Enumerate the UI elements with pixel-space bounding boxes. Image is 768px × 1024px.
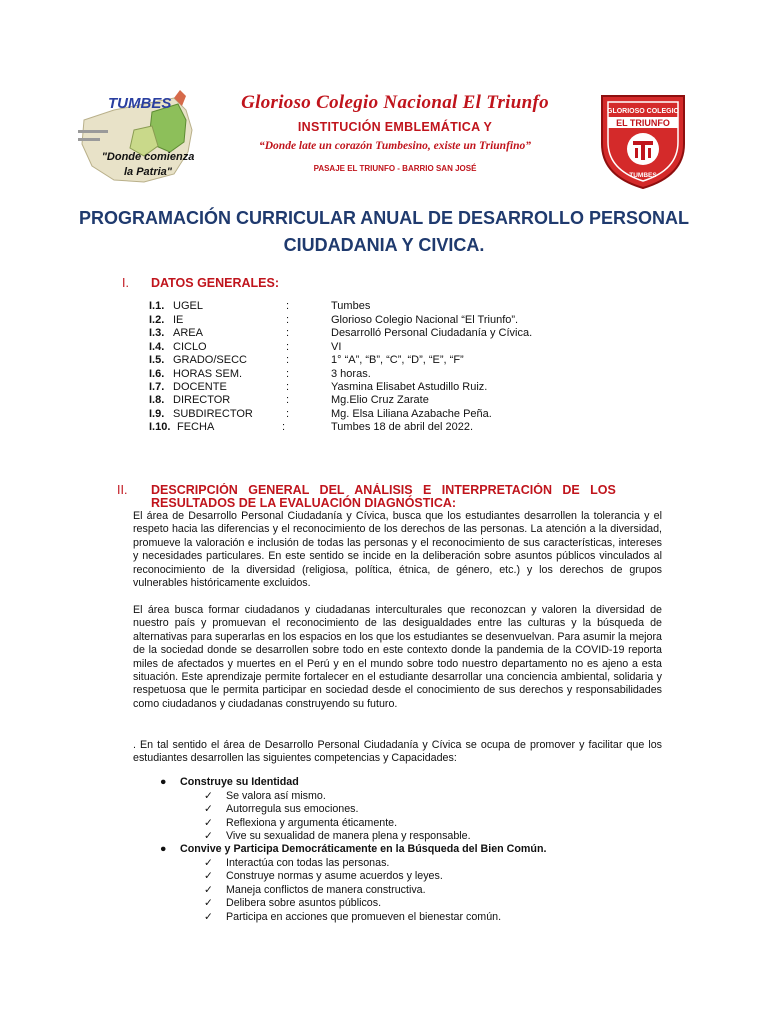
row-colon: : xyxy=(286,340,290,353)
row-number: I.9. xyxy=(149,407,165,420)
institution-subtitle: INSTITUCIÓN EMBLEMÁTICA Y xyxy=(297,120,493,134)
row-value: Mg. Elsa Liliana Azabache Peña. xyxy=(331,407,492,420)
paragraph-1: El área de Desarrollo Personal Ciudadanía y Cívica, busca que los estudiantes desarrollen la tolerancia y el respeto hacia las diferencias y el reconocimiento de los derechos de las personas. La atención a la diversidad, promueve la valoración e inclusión de todas las personas y el reconocimiento de sus características, intereses y necesidades particulares. En este sentido se incide en la deliberación sobre asuntos públicos vinculados al reconocimiento de la diversidad (religiosa, política, étnica, de género, etc.) y los derechos de grupos vulnerables históricamente excluidos. xyxy=(133,510,662,590)
competency-name: Convive y Participa Democráticamente en la Búsqueda del Bien Común. xyxy=(180,843,547,855)
row-label: AREA xyxy=(173,327,203,339)
capacity-text: Interactúa con todas las personas. xyxy=(226,856,390,869)
data-row xyxy=(0,381,768,394)
shield-band-text: EL TRIUNFO xyxy=(616,118,670,128)
competency-name: Construye su Identidad xyxy=(180,776,299,788)
capacity-text: Se valora así mismo. xyxy=(226,789,326,802)
shield-bottom-text: TUMBES xyxy=(629,172,657,179)
row-label: CICLO xyxy=(173,340,207,353)
check-icon: ✓ xyxy=(204,789,213,802)
data-row xyxy=(0,341,768,354)
capacity-text: Reflexiona y argumenta éticamente. xyxy=(226,816,398,829)
check-icon: ✓ xyxy=(204,816,213,829)
row-colon: : xyxy=(286,327,290,339)
shield-top-text: GLORIOSO COLEGIO xyxy=(607,108,679,115)
data-row xyxy=(0,314,768,327)
row-colon: : xyxy=(286,354,290,366)
school-address: PASAJE EL TRIUNFO - BARRIO SAN JOSÉ xyxy=(313,164,477,173)
row-value: Tumbes 18 de abril del 2022. xyxy=(331,421,474,433)
capacity-text: Delibera sobre asuntos públicos. xyxy=(226,897,382,909)
data-row xyxy=(0,327,768,340)
section-2-number: II. xyxy=(117,483,128,497)
data-row xyxy=(0,421,768,434)
row-colon: : xyxy=(282,421,286,433)
bullet-icon: ● xyxy=(160,776,167,788)
row-colon: : xyxy=(286,381,290,393)
row-value: Mg.Elio Cruz Zarate xyxy=(331,394,429,406)
row-value: Glorioso Colegio Nacional “El Triunfo”. xyxy=(331,313,519,326)
row-label: HORAS SEM. xyxy=(173,367,243,380)
row-colon: : xyxy=(286,407,290,420)
data-row xyxy=(0,408,768,421)
data-row xyxy=(0,354,768,367)
bullet-icon: ● xyxy=(160,843,167,855)
school-shield-icon xyxy=(598,92,688,190)
row-number: I.6. xyxy=(149,367,165,380)
row-label: IE xyxy=(173,313,184,326)
check-icon: ✓ xyxy=(204,856,213,869)
row-label: SUBDIRECTOR xyxy=(173,407,253,420)
capacity-text: Vive su sexualidad de manera plena y responsable. xyxy=(226,830,471,842)
row-value: Tumbes xyxy=(331,300,371,312)
row-label: GRADO/SECC xyxy=(173,354,247,366)
row-value: Desarrolló Personal Ciudadanía y Cívica. xyxy=(331,327,533,339)
row-number: I.10. xyxy=(149,421,171,433)
check-icon: ✓ xyxy=(204,870,213,882)
row-colon: : xyxy=(286,394,290,406)
row-colon: : xyxy=(286,367,290,380)
row-value: VI xyxy=(331,340,342,353)
row-label: UGEL xyxy=(173,300,203,312)
document-header xyxy=(0,80,768,190)
row-label: FECHA xyxy=(177,421,215,433)
check-icon: ✓ xyxy=(204,910,213,923)
check-icon: ✓ xyxy=(204,883,213,896)
logo-motto: "Donde comienza la Patria" xyxy=(101,151,195,178)
row-number: I.3. xyxy=(149,327,165,339)
row-number: I.8. xyxy=(149,394,165,406)
capacity-text: Participa en acciones que promueven el bienestar común. xyxy=(226,910,502,923)
row-colon: : xyxy=(286,300,290,312)
data-row xyxy=(0,300,768,313)
tumbes-label: TUMBES xyxy=(108,95,172,112)
capacity-text: Maneja conflictos de manera constructiva. xyxy=(226,883,426,896)
capacity-text: Autorregula sus emociones. xyxy=(226,803,359,815)
row-value: 3 horas. xyxy=(331,367,371,380)
row-number: I.4. xyxy=(149,340,165,353)
section-2-heading-line-1: DESCRIPCIÓN GENERAL DEL ANÁLISIS E INTERPRETACIÓN DE LOS xyxy=(151,483,616,497)
row-number: I.5. xyxy=(149,354,165,366)
row-number: I.2. xyxy=(149,313,165,326)
section-1-number: I. xyxy=(122,276,129,290)
title-line-1: PROGRAMACIÓN CURRICULAR ANUAL DE DESARROLLO PERSONAL xyxy=(78,208,689,228)
data-row xyxy=(0,368,768,381)
school-name: Glorioso Colegio Nacional El Triunfo xyxy=(241,92,549,113)
document-title xyxy=(40,205,728,259)
section-1-heading: DATOS GENERALES: xyxy=(151,276,280,290)
check-icon: ✓ xyxy=(204,803,213,815)
title-line-2: CIUDADANIA Y CIVICA. xyxy=(283,235,485,255)
row-number: I.1. xyxy=(149,300,165,312)
row-label: DIRECTOR xyxy=(173,394,231,406)
paragraph-2: El área busca formar ciudadanos y ciudadanas interculturales que reconozcan y valoren la diversidad de nuestro país y promuevan el reconocimiento de las desigualdades entre las culturas y la búsqueda de alternativas para superarlas en los espacios en los que los estudiantes se desenvuelvan. Para asumir la mejora de la sociedad donde se desarrollen sobre todo en este contexto donde la pandemia de la COVID-19 reporta miles de afectados y muertes en el Perú y en el mundo sobre todo nuestro departamento no es ajeno a esta situación. Este aprendizaje permite fortalecer en el estudiante desarrollar una conciencia ambiental, solidaria y respetuosa que le permita participar en sociedad desde el conocimiento de sus derechos y responsabilidades como ciudadanos y ciudadanas construyendo su futuro. xyxy=(133,604,662,710)
tumbes-map-logo xyxy=(74,90,206,186)
capacity-text: Construye normas y asume acuerdos y leyes. xyxy=(226,870,443,882)
row-value: Yasmina Elisabet Astudillo Ruiz. xyxy=(331,381,488,393)
school-slogan: “Donde late un corazón Tumbesino, existe un Triunfino” xyxy=(259,140,531,152)
row-label: DOCENTE xyxy=(173,381,227,393)
row-number: I.7. xyxy=(149,381,165,393)
check-icon: ✓ xyxy=(204,897,213,909)
row-value: 1° “A”, “B”, “C”, “D”, “E”, “F” xyxy=(331,354,464,366)
check-icon: ✓ xyxy=(204,830,213,842)
section-2-heading-line-2: RESULTADOS DE LA EVALUACIÓN DIAGNÓSTICA: xyxy=(151,496,457,510)
paragraph-3: . En tal sentido el área de Desarrollo Personal Ciudadanía y Cívica se ocupa de promover y facilitar que los estudiantes desarrollen las siguientes competencias y Capacidades: xyxy=(133,739,662,765)
data-row xyxy=(0,394,768,407)
row-colon: : xyxy=(286,313,290,326)
